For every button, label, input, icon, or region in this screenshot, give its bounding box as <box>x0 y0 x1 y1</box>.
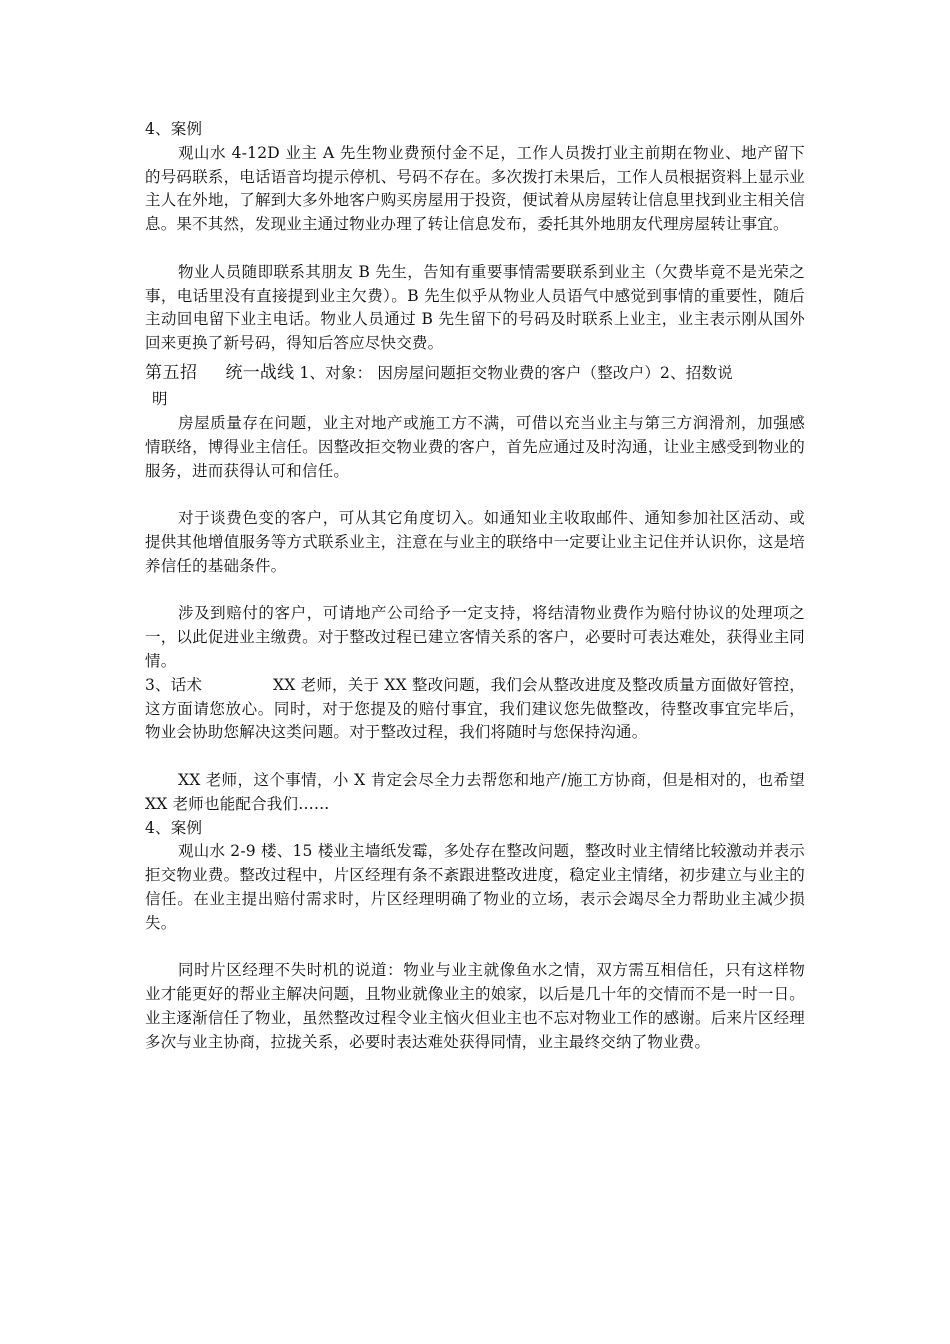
case2-paragraph-1: 观山水 2-9 楼、15 楼业主墙纸发霉，多处存在整改问题，整改时业主情绪比较激动并表示拒交物业费。整改过程中，片区经理有条不紊跟进整改进度，稳定业主情绪，初步建立与业主的信任。在业主提出赔付需求时，片区经理明确了物业的立场，表示会竭尽全力帮助业主减少损失。 <box>145 842 805 932</box>
case2-paragraph-2: 同时片区经理不失时机的说道：物业与业主就像鱼水之情，双方需互相信任，只有这样物业才能更好的帮业主解决问题，且物业就像业主的娘家，以后是几十年的交情而不是一时一日。业主逐渐信任了物业，虽然整改过程令业主恼火但业主也不忘对物业工作的感谢。后来片区经理多次与业主协商，拉拢关系，必要时表达难处获得同情，业主最终交纳了物业费。 <box>145 961 805 1051</box>
paragraph-gap <box>145 936 805 960</box>
section5-paragraph-3: 涉及到赔付的客户，可请地产公司给予一定支持，将结清物业费作为赔付协议的处理项之一，以此促进业主缴费。对于整改过程已建立客情关系的客户，必要时可表达难处，获得业主同情。 <box>145 604 805 670</box>
section5-paragraph-1: 房屋质量存在问题，业主对地产或施工方不满，可借以充当业主与第三方润滑剂，加强感情联络，博得业主信任。因整改拒交物业费的客户，首先应通过及时沟通，让业主感受到物业的服务，进而获得认可和信任。 <box>145 413 805 480</box>
section5-heading-continuation: 明 <box>152 389 168 408</box>
section5-heading-rest: 1、对象： 因房屋问题拒交物业费的客户（整改户）2、招数说 <box>294 363 733 382</box>
case2-heading: 4、案例 <box>145 818 203 837</box>
huashu-paragraph-2: XX 老师，这个事情，小 X 肯定会尽全力去帮您和地产/施工方协商，但是相对的，也希望 XX 老师也能配合我们…… <box>145 770 805 813</box>
paragraph-gap <box>145 579 805 603</box>
paragraph-gap <box>145 745 805 769</box>
section5-heading <box>145 360 805 386</box>
section5-number: 第五招 <box>145 362 198 383</box>
section5-paragraph-2: 对于谈费色变的客户，可从其它角度切入。如通知业主收取邮件、通知参加社区活动、或提供其他增值服务等方式联系业主，注意在与业主的联络中一定要让业主记住并认识你，这是培养信任的基础条件。 <box>145 509 805 575</box>
document-body <box>145 118 805 1054</box>
section5-title: 统一战线 <box>225 362 295 383</box>
case1-heading: 4、案例 <box>145 120 203 138</box>
huashu-text: XX 老师，关于 XX 整改问题，我们会从整改进度及整改质量方面做好管控，这方面请您放心。同时，对于您提及的赔付事宜，我们建议您先做整改，待整改事宜完毕后， 物业会协助您解决这类问题。对于整改过程，我们将随时与您保持沟通。 <box>145 675 805 742</box>
case1-paragraph-2: 物业人员随即联系其朋友 B 先生，告知有重要事情需要联系到业主（欠费毕竟不是光荣之事，电话里没有直接提到业主欠费）。B 先生似乎从物业人员语气中感觉到事情的重要性，随后主动回电留下业主电话。物业人员通过 B 先生留下的号码及时联系上业主，业主表示刚从国外回来更换了新号码，得知后答应尽快交费。 <box>145 262 805 353</box>
case1-paragraph-1: 观山水 4-12D 业主 A 先生物业费预付金不足，工作人员拨打业主前期在物业、地产留下的号码联系，电话语音均提示停机、号码不存在。多次拨打未果后，工作人员根据资料上显示业主人在外地，了解到大多外地客户购买房屋用于投资，便试着从房屋转让信息里找到业主相关信息。果不其然，发现业主通过物业办理了转让信息发布，委托其外地朋友代理房屋转让事宜。 <box>145 143 805 234</box>
paragraph-gap <box>145 237 805 261</box>
huashu-label: 3、话术 <box>145 675 203 694</box>
huashu-block <box>145 674 805 745</box>
paragraph-gap <box>145 483 805 507</box>
